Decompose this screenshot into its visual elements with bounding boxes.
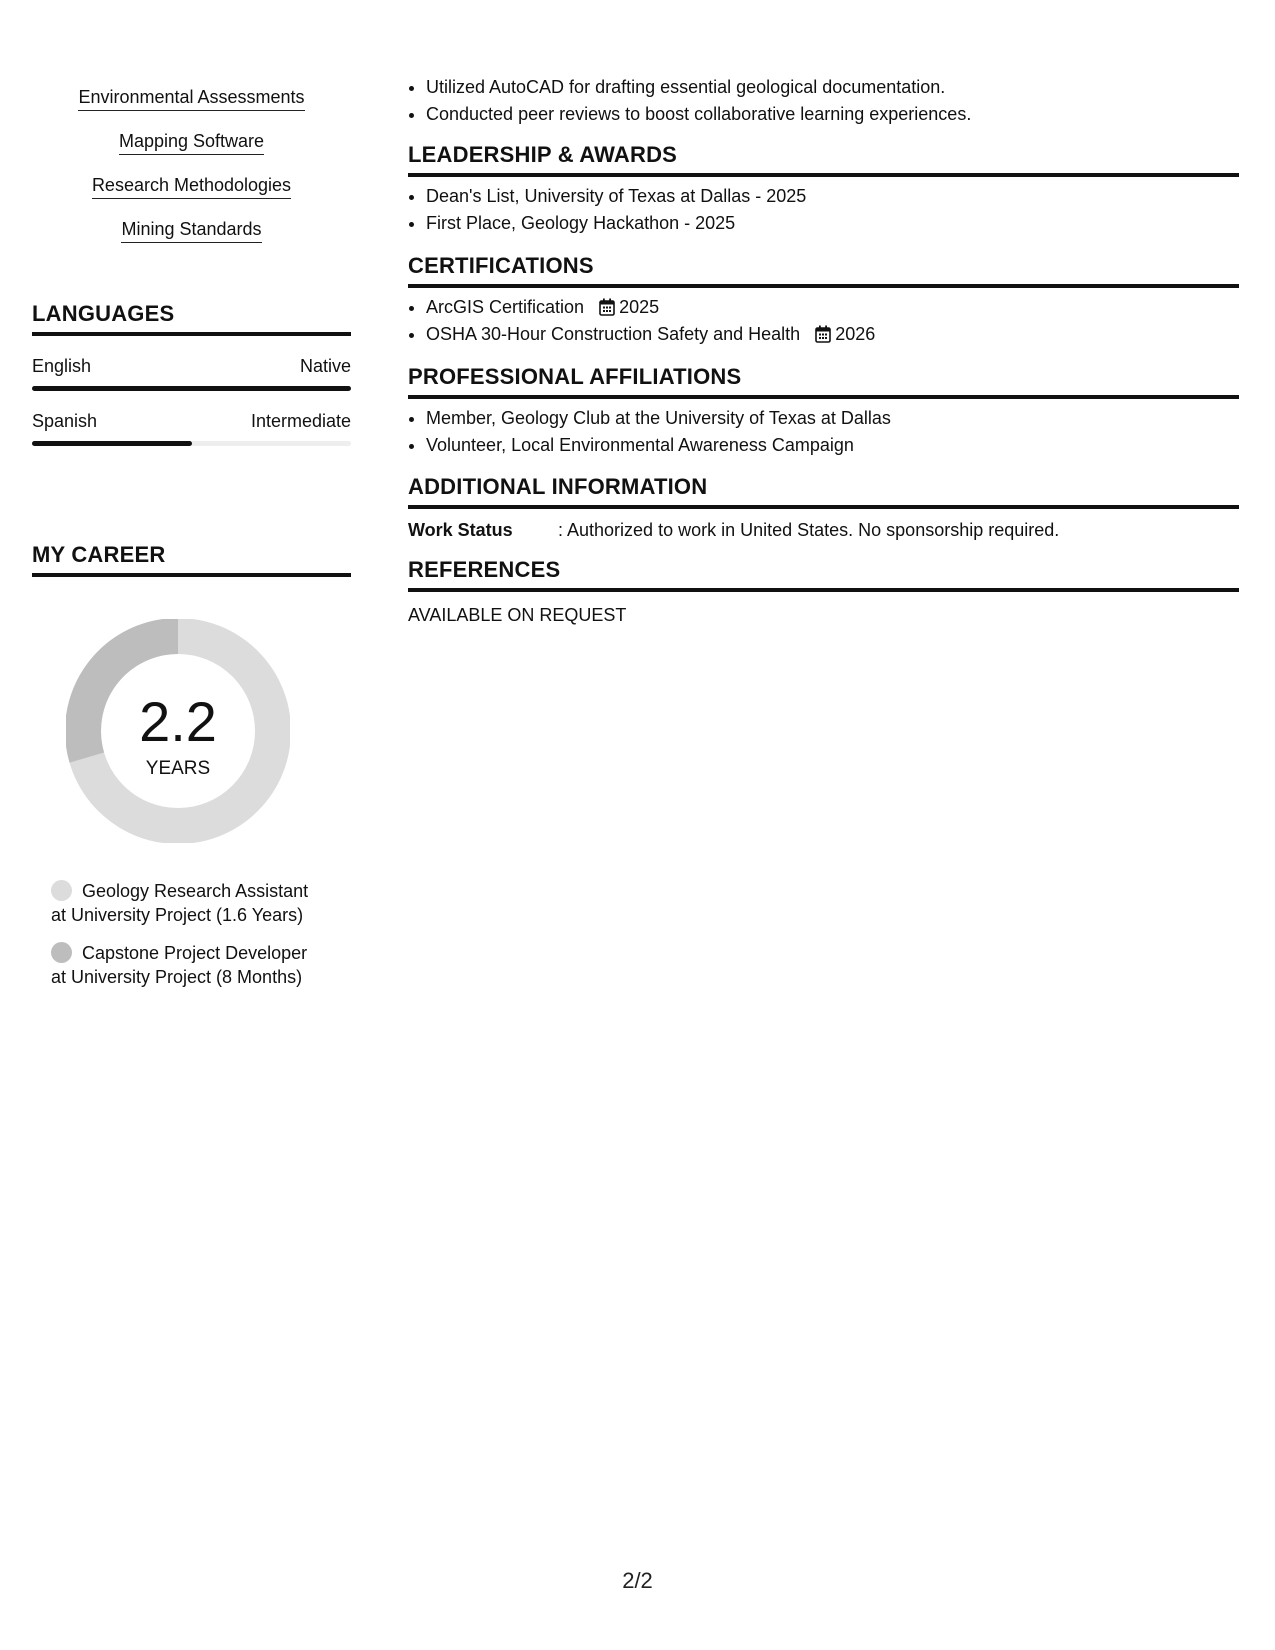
language-item (32, 411, 351, 446)
certification-year: 2025 (619, 297, 660, 317)
skill-item: Mapping Software (119, 130, 264, 155)
legend-detail: at University Project (8 Months) (51, 967, 303, 987)
language-proficiency-fill (32, 386, 351, 391)
affiliations-section (408, 364, 1239, 459)
career-section (32, 542, 351, 987)
experience-bullet: • Conducted peer reviews to boost collaborative learning experiences. (426, 101, 1239, 128)
legend-item (51, 941, 351, 989)
page-number: 2/2 (622, 1568, 653, 1593)
certifications-section (408, 253, 1239, 348)
legend-detail: at University Project (1.6 Years) (51, 905, 304, 925)
calendar-icon (815, 325, 831, 343)
legend-role: Capstone Project Developer (82, 943, 308, 963)
language-item (32, 356, 351, 391)
certifications-heading: CERTIFICATIONS (408, 253, 1239, 288)
language-name: English (32, 356, 92, 376)
affiliations-heading: PROFESSIONAL AFFILIATIONS (408, 364, 1239, 399)
certification-item (426, 294, 1239, 321)
references-section (408, 557, 1239, 627)
experience-continued (408, 74, 1239, 128)
legend-dot (51, 942, 72, 963)
certification-name: ArcGIS Certification (426, 297, 585, 317)
work-status-row (408, 518, 1239, 542)
certification-name: OSHA 30-Hour Construction Safety and Health (426, 324, 801, 344)
skill-item: Mining Standards (121, 218, 261, 243)
languages-section (32, 301, 351, 446)
calendar-icon (599, 298, 615, 316)
skill-item: Environmental Assessments (78, 86, 304, 111)
work-status-label: Work Status (408, 520, 513, 540)
leadership-heading: LEADERSHIP & AWARDS (408, 142, 1239, 177)
leadership-section (408, 142, 1239, 237)
skills-list (32, 86, 351, 262)
skill-item: Research Methodologies (92, 174, 291, 199)
languages-heading: LANGUAGES (32, 301, 351, 336)
additional-info-section (408, 474, 1239, 542)
language-level: Native (299, 356, 351, 376)
work-status-value: : Authorized to work in United States. No sponsorship required. (558, 520, 1060, 540)
affiliation-item: • Member, Geology Club at the University of Texas at Dallas (426, 405, 1239, 432)
career-heading: MY CAREER (32, 542, 351, 577)
references-text: AVAILABLE ON REQUEST (408, 605, 627, 625)
legend-role: Geology Research Assistant (82, 881, 309, 901)
career-total-years: 2.2 (139, 690, 217, 753)
award-item: • First Place, Geology Hackathon - 2025 (426, 210, 1239, 237)
career-total-unit: YEARS (145, 758, 211, 779)
language-name: Spanish (32, 411, 98, 431)
certification-item (426, 321, 1239, 348)
language-proficiency-bar (32, 441, 351, 446)
legend-item (51, 879, 351, 927)
affiliation-item: • Volunteer, Local Environmental Awareness Campaign (426, 432, 1239, 459)
career-donut-chart (66, 619, 290, 843)
award-item: • Dean's List, University of Texas at Dallas - 2025 (426, 183, 1239, 210)
language-proficiency-fill (32, 441, 192, 446)
language-level: Intermediate (250, 411, 351, 431)
language-proficiency-bar (32, 386, 351, 391)
experience-bullet: • Utilized AutoCAD for drafting essential geological documentation. (426, 74, 1239, 101)
legend-dot (51, 880, 72, 901)
career-legend (51, 879, 351, 1003)
references-heading: REFERENCES (408, 557, 1239, 592)
certification-year: 2026 (835, 324, 876, 344)
additional-info-heading: ADDITIONAL INFORMATION (408, 474, 1239, 509)
